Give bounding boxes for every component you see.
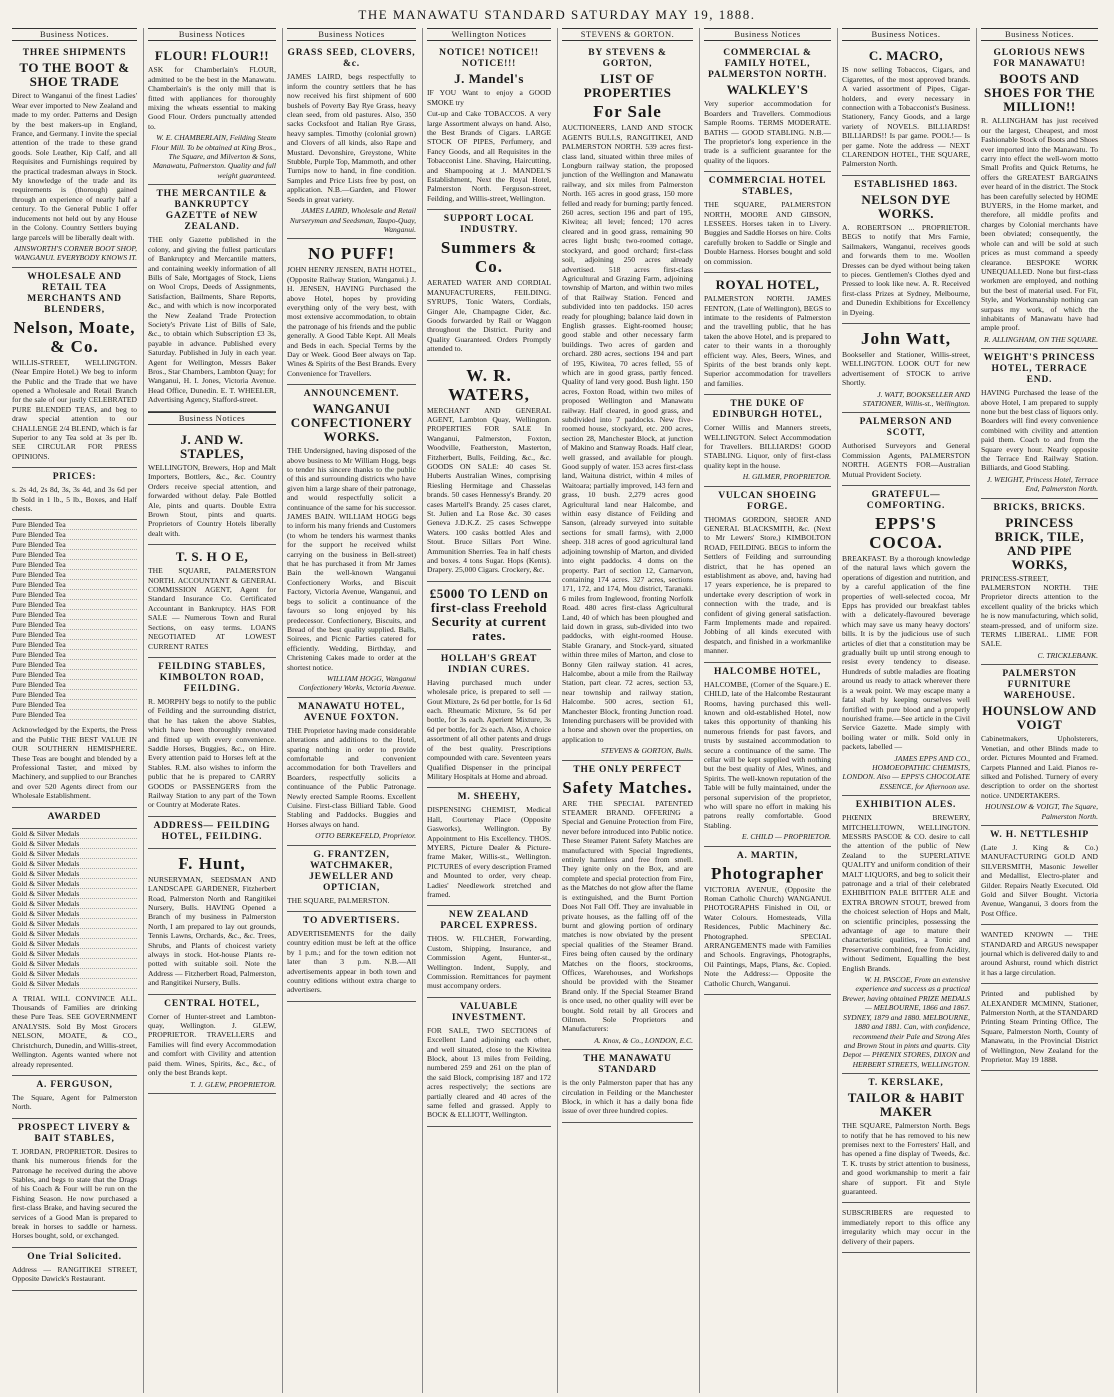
- ad-mid: GLORIOUS NEWS FOR MANAWATU!: [993, 48, 1086, 70]
- column-1: [8, 28, 141, 1393]
- ad-mid: COMMERCIAL & FAMILY HOTEL, PALMERSTON NORTH.: [707, 48, 827, 81]
- ad-mid: SUPPORT LOCAL INDUSTRY.: [443, 214, 535, 236]
- ad-mid: G. FRANTZEN, WATCHMAKER, JEWELLER AND OPTICIAN,: [309, 849, 394, 893]
- tea-text: Pure Blended Tea: [12, 560, 66, 570]
- ad-sig: WILLIAM HOGG, Wanganui Confectionery Works, Victoria Avenue.: [298, 673, 416, 693]
- ad-huge: EPPS'S COCOA.: [869, 514, 943, 552]
- ad-mid: A. MARTIN,: [736, 850, 799, 861]
- ad-mid: M. SHEEHY,: [457, 792, 521, 803]
- ad-mid: BRICKS, BRICKS.: [993, 502, 1086, 513]
- advertisement: [287, 239, 416, 385]
- medal-text: Gold & Silver Medals: [12, 868, 80, 878]
- ad-huge: Photographer: [710, 863, 825, 883]
- ad-body: Cabinetmakers, Upholsterers, Venetian, and other Blinds made to order. Pictures Mounted and Framed. Carpets Planned and Laid. Pianos re-silked and Polished. Turnery of every description to order on the shortest notice. UNDERTAKERS.: [981, 734, 1098, 800]
- tea-row: [12, 650, 137, 660]
- ad-huge: John Watt,: [861, 328, 951, 348]
- advertisement: [704, 44, 831, 172]
- advertisement: [842, 1203, 970, 1253]
- ad-huge: Nelson, Moate, & Co.: [13, 317, 136, 356]
- tea-row: [12, 670, 137, 680]
- column-2: [143, 28, 280, 1393]
- advertisement: [12, 989, 137, 1076]
- ad-body: ADVERTISEMENTS for the daily country edition must be left at the office by 1 p.m.; and for the town edition not later than 3 p.m. N.B.—All advertisements appear in both town and country editions without extra charge to advertisers.: [287, 929, 416, 995]
- advertisement: [12, 1248, 137, 1291]
- tea-row: [12, 630, 137, 640]
- tea-text: Pure Blended Tea: [12, 590, 66, 600]
- ad-sig: JAMES LAIRD, Wholesale and Retail Nurseryman and Seedsman, Taupo-Quay, Wanganui.: [289, 206, 416, 234]
- ad-sig: E. CHILD — PROPRIETOR.: [741, 832, 831, 842]
- ad-sig: HOUNSLOW & VOIGT, The Square, Palmerston North.: [985, 802, 1098, 821]
- medal-text: Gold & Silver Medals: [12, 948, 80, 958]
- ad-big: ROYAL HOTEL,: [715, 277, 820, 293]
- medal-row: [12, 969, 137, 979]
- medal-row: [12, 909, 137, 919]
- ad-mid: ESTABLISHED 1863.: [854, 179, 958, 190]
- medal-text: Gold & Silver Medals: [12, 858, 80, 868]
- advertisement: [12, 1076, 137, 1119]
- tea-text: Pure Blended Tea: [12, 540, 66, 550]
- advertisement: [12, 44, 137, 267]
- ad-big: TO THE BOOT & SHOE TRADE: [19, 60, 130, 90]
- medal-row: [12, 879, 137, 889]
- column-8: [976, 28, 1102, 1393]
- advertisement: [562, 761, 693, 1051]
- tea-text: Pure Blended Tea: [12, 670, 66, 680]
- advertisement: [842, 1074, 970, 1203]
- ad-body: AUCTIONEERS, LAND AND STOCK AGENTS BULLS, RANGITIKEI, AND PALMERSTON NORTH. 539 acres first-class land, situated within three miles of Longburn railway station, the proposed junction of the Wellington and Manawatu railway, and six miles from Palmerston North. 165 acres in good grass, 150 more felled and ready for burning; partly fenced. 260 acres, section 196 and part of 195, Kiwitea; all level; fenced; 170 acres cleared and in good grass, remaining 90 acres light bush; two-roomed cottage, stockyard, and good orchard; first-class soil, adjoining 250 acres already advertised. 518 acres first-class Agricultural and Grazing Farm, adjoining township of Marton, and within two miles of that Railway Station. Fenced and subdivided into ten paddocks. 150 acres ready for ploughing; balance laid down in English grasses. Eight-roomed house; good stable and other necessary farm buildings. Two acres of garden and orchard. 280 acres, sections 194 and part of 195, Kiwitea, 70 acres felled, 55 of which are in good grass, partly fenced. Quality of land very good. Bush light. 150 acres, Foxton Road, within two miles of proposed Wellington and Manawatu railway. Half cleared, in good grass, and subdivided into 7 paddocks. New five-roomed house, stockyard, etc. 200 acres, section 28, Manchester Block, at junction of Makino and Stanway Roads. Half clear, well grassed, and available for plough. Good supply of water. 153 acres first-class land, Waituna district, within 4 miles of Waitoara; partially improved, 143 fern and grass, 10 bush. 2,279 acres good Agricultural land near Halcombe, and within easy distance of Feilding and Sanson, (already surveyed into suitable sections for small farms), with 2,000 sheep. 318 acres of good agricultural land adjoining township of Marton, and divided into eight paddocks. 4 doms on the property. Part of section 12, Carnarvon, containing 174 acres. 327 acres, sections 171, 172, and 174, Mou district, Taranaki. 6 miles from Inglewood, fronting Norfolk Road. 480 acres first-class Agricultural Land, 40 of which has been ploughed and laid down in grass, sub-divided into two paddocks, with eight-roomed House. Stable Granary, and Stock-yard, situated within three miles of Marton, and close to Bonny Glen railway station. 41 acres, Halcombe, about a mile from the Railway Station, part clear. 72 acres, section 53, near township and railway station, Halcombe. 500 acres, section 61, Manchester Block, fronting Junction road. Intending purchasers will be provided with a horse and shown over the properties, on application to: [562, 123, 693, 744]
- advertisement: [427, 582, 551, 650]
- ad-body: WELLINGTON, Brewers, Hop and Malt Importers, Bottlers, &c., &c. Country Orders receive special attention, and forwarded without delay. Pale Bottled Ale, pints and quarts. Double Extra Brown Stout, pints and quarts. Proprietors of Country Hotels liberally dealt with.: [148, 463, 276, 538]
- ad-big: WANGANUI CONFECTIONERY WORKS.: [290, 401, 413, 445]
- ad-big: HOUNSLOW AND VOIGT: [982, 703, 1097, 733]
- advertisement: [842, 486, 970, 796]
- advertisement: [148, 185, 276, 411]
- ad-sig: C. TRICKLEBANK.: [1037, 650, 1098, 660]
- column-heading: Business Notices: [287, 28, 416, 41]
- medal-text: Gold & Silver Medals: [12, 878, 80, 888]
- ad-big: TAILOR & HABIT MAKER: [847, 1090, 965, 1120]
- medal-text: Gold & Silver Medals: [12, 828, 80, 838]
- tea-text: Pure Blended Tea: [12, 530, 66, 540]
- advertisement: [704, 172, 831, 273]
- ad-sig: R. ALLINGHAM, ON THE SQUARE.: [984, 334, 1098, 344]
- ad-big: NELSON DYE WORKS.: [861, 191, 951, 221]
- column-7: [837, 28, 974, 1393]
- ad-huge: Safety Matches.: [562, 777, 693, 797]
- advertisement: [287, 846, 416, 912]
- ad-body: A. ROBERTSON ... PROPRIETOR. BEGS to notify that Mrs Farnie, Sailmakers, Wanganui, receives goods and forwards them to me. Woollen Dresses can be dyed without being taken to pieces. Gentlemen's Clothes dyed and Pressed to look like new. A. R. Received first-class Prizes at Sydney, Melbourne, and Dunedin Exhibitions for Excellency in Dyeing.: [842, 222, 970, 317]
- column-heading: Business Notices.: [842, 28, 970, 41]
- advertisement: [148, 995, 276, 1094]
- ad-mid: TO ADVERTISERS.: [302, 916, 401, 927]
- advertisement: [12, 808, 137, 829]
- tea-text: Pure Blended Tea: [12, 620, 66, 630]
- ad-body: Corner of Hunter-street and Lambton-quay, Wellington. J. GLEW, PROPRIETOR. TRAVELLERS and Families will find every Accommodation and comfort with Civility and attention paid them. Wines, Spirits, &c., &c., of only the best Brands kept.: [148, 1011, 276, 1078]
- ad-sig: OTTO BERKEFELD, Proprietor.: [315, 831, 416, 841]
- tea-row: [12, 540, 137, 550]
- medal-text: Gold & Silver Medals: [12, 898, 80, 908]
- ad-huge: F. Hunt,: [178, 853, 246, 873]
- medal-text: Gold & Silver Medals: [12, 838, 80, 848]
- advertisement: [842, 324, 970, 413]
- ad-big: T. S. H O E,: [175, 549, 249, 565]
- tea-text: Pure Blended Tea: [12, 610, 66, 620]
- tea-row: [12, 520, 137, 530]
- medal-list: [12, 829, 137, 989]
- advertisement: [842, 796, 970, 1074]
- ad-mid: VULCAN SHOEING FORGE.: [718, 490, 817, 512]
- tea-row: [12, 590, 137, 600]
- medal-row: [12, 889, 137, 899]
- advertisement: [148, 545, 276, 658]
- ad-body: IS now selling Tobaccos, Cigars, and Cigarettes, of the most approved brands. A varied assortment of Pipes, Cigar-holders, and every necessary in connection with a Tobacconist's Business. Stationery, Fancy Goods, and a large variety of NOVELS. BILLIARDS! BILLIARDS!! Is par game. POOL!— Is per game. Note the address — NEXT CLARENDON HOTEL, THE SQUARE, Palmerston North.: [842, 65, 970, 169]
- ad-big: £5000 TO LEND on first-class Freehold Security at current rates.: [429, 585, 549, 643]
- ad-body: Bookseller and Stationer, Willis-street, WELLINGTON. LOOK OUT for new advertisement of STOCK to arrive Shortly.: [842, 349, 970, 388]
- medal-text: Gold & Silver Medals: [12, 938, 80, 948]
- ad-mid: PALMERSTON FURNITURE WAREHOUSE.: [1002, 669, 1077, 702]
- medal-text: Gold & Silver Medals: [12, 848, 80, 858]
- advertisement: [981, 925, 1098, 984]
- ad-body: THE Undersigned, having disposed of the above business to Mr William Hogg, begs to tender his sincere thanks to the public of this and surrounding districts who have given him a large share of their patronage, and would respectfully solicit a continuance of the same for his successor. JAMES BAIN. WILLIAM HOGG begs to inform his many friends and Customers (to whom he tenders his warmest thanks for the support he received whilst carrying on the business in Bell-street) that he has purchased it from Mr James Bain the well-known Wanganui Confectionery Works, and Biscuit Factory, Victoria Avenue, Wanganui, and begs to solicit a continuance of the favours so long enjoyed by his predecessor. Confectionery, Biscuits, and Bread of the best quality supplied. Balls, Soirees, and Picnic Parties catered for efficiently. Wedding, Birthday, and Christening Cakes made to order at the shortest notice.: [287, 446, 416, 672]
- ad-mid: GRASS SEED, CLOVERS, &c.: [287, 48, 416, 70]
- advertisement: [704, 395, 831, 486]
- medal-row: [12, 899, 137, 909]
- advertisement: [981, 665, 1098, 826]
- ad-mid: ADDRESS— FEILDING HOTEL, FEILDING.: [153, 820, 271, 842]
- medal-row: [12, 829, 137, 839]
- ad-body: SUBSCRIBERS are requested to immediately report to this office any irregularity which may occur in the delivery of their papers.: [842, 1208, 970, 1246]
- tea-text: Pure Blended Tea: [12, 710, 66, 720]
- tea-row: [12, 610, 137, 620]
- ad-body: MERCHANT AND GENERAL AGENT, Lambton Quay, Wellington. PROPERTIES FOR SALE In Wanganui, Palmerston, Foxton, Woodville, Featherston, Masterton, Fitzherbert, Bulls, Feilding, &c., &c. GOODS ON SALE: 40 cases St. Huberts Australian Wines, comprising Riesling Hermitage and Chasselas brands. 50 cases Hennessy's Brandy. 20 cases Martell's Brandy. 25 cases claret, St. Julien and La Rose &c. 30 cases Geneva J.D.K.Z. 25 cases Schweppe Waters. 100 casks bottled Ales and Stout. Bruce Sillars Port Wine. Ammunition Sherries. Tea in half chests and boxes. 4 tons Sugar. Hops (Kents). Drapery. 25,000 Cigars. Crockery, &c.: [427, 405, 551, 575]
- ad-body: Acknowledged by the Experts, the Press and the Public THE BEST VALUE IN OUR SOUTHERN HEMISPHERE. These Teas are bought and blended by a Professional Taster, and mixed by Machinery, and supplied to our Branches and over 520 Agents direct from our Wholesale Establishment.: [12, 725, 137, 801]
- ad-big: LIST OF PROPERTIES: [583, 71, 672, 101]
- tea-row: [12, 570, 137, 580]
- tea-text: Pure Blended Tea: [12, 680, 66, 690]
- tea-row: [12, 690, 137, 700]
- ad-body: JAMES LAIRD, begs respectfully to inform the country settlers that he has now received his first shipment of 600 bushels of Poverty Bay Rye Grass, heavy clean seed, from old pastures. Also, 350 sacks Cocksfoot and Italian Rye Grass, heavy samples. Timothy (colonial grown) and Clovers of all kinds, also Rape and Mustard. Devonshire, Greystone, White Stubble, Purple Top, Mammoth, and other Turnips now to hand, in fine condition. Samples and Price Lists free by post, on application. N.B.—Garden, and Flower Seeds in great variety.: [287, 72, 416, 204]
- ad-body2: Cut-up and Cake TOBACCOS. A very large Assortment always on hand. Also, the Best Brands of Cigars. LARGE STOCK OF PIPES, Perfumery, and Fancy Goods, and all Requisites in the Tobacconist Line. Shaving, Haircutting, and Shampooing at J. MANDEL'S Establishment, Next the Royal Hotel, Palmerston North. Ferguson-street, Feilding, and Willis-street, Wellington.: [427, 109, 551, 203]
- ad-body: THOMAS GORDON, SHOER AND GENERAL BLACKSMITH, &c. (Next to Mr Lewers' Store,) KIMBOLTON ROAD, FEILDING. BEGS to inform the Settlers of Feilding and surrounding district, that he has opened an establishment as above, and, having had 17 years experience, he is prepared to undertake every description of work in connection with the trade, and is confident of giving general satisfaction. Farm Implements made and repaired. Jobbing of all kinds executed with despatch, and finished in a workmanlike manner.: [704, 514, 831, 656]
- ad-body: HAVING Purchased the lease of the above Hotel, I am prepared to supply none but the best class of liquors only. Boarders will find every convenience combined with civility and attention paid them. Coach to and from the Square every hour. Nearly opposite the Terrace End Railway Station. Billiards, and Good Stabling.: [981, 388, 1098, 473]
- medal-text: Gold & Silver Medals: [12, 908, 80, 918]
- ad-body: WILLIS-STREET, WELLINGTON. (Near Empire Hotel.) We beg to inform the Public and the Trade that we have opened a Wholesale and Retail Branch for the sale of our justly CELEBRATED PURE BLENDED TEAS, and beg to draw special attention to our CHALLENGE 2/4 BLEND, which is far Superior to any Tea sold at 3s per lb. SEE CIRCULAR FOR PRESS OPINIONS.: [12, 357, 137, 461]
- ad-sig: J. WEIGHT, Princess Hotel, Terrace End, Palmerston North.: [986, 474, 1098, 494]
- advertisement: [981, 44, 1098, 349]
- advertisement: [704, 487, 831, 663]
- ad-body: Having purchased much under wholesale price, is prepared to sell — Gout Mixture, 2s 6d per bottle, for 1s 6d each. Rheumatic Mixture, 5s 6d per bottle, for 3s each. Aperient Mixture, 3s 6d per bottle, for 2s each. Also, A choice assortment of all other patents and drugs of the best quality. Prescriptions compounded with care. Seventeen years Qualified Dispenser in the principal Military Hospitals at Home and abroad.: [427, 677, 551, 781]
- ad-mid: NOTICE! NOTICE!! NOTICE!!!: [439, 48, 539, 70]
- column-heading: Business Notices.: [12, 28, 137, 41]
- tea-text: Pure Blended Tea: [12, 630, 66, 640]
- ad-mid: THREE SHIPMENTS: [22, 48, 127, 59]
- ad-body: THE SQUARE, PALMERSTON NORTH. ACCOUNTANT & GENERAL COMMISSION AGENT, Agent for Standard Insurance Co. Certificated Accountant in Bankruptcy. HAS FOR SALE — Numerous Town and Rural Sections, on easy terms. LOANS NEGOTIATED AT LOWEST CURRENT RATES: [148, 566, 276, 651]
- ad-body: ASK for Chamberlain's FLOUR, admitted to be the best in the Manawatu. Chamberlain's is the only mill that is fitted with appliances for thoroughly mixing the wheats essential to making Good Flour. Orders punctually attended to.: [148, 65, 276, 131]
- tea-row: [12, 620, 137, 630]
- advertisement: [427, 906, 551, 997]
- ad-mid: EXHIBITION ALES.: [855, 800, 957, 811]
- medal-row: [12, 979, 137, 989]
- ad-mid: MANAWATU HOTEL, AVENUE FOXTON.: [298, 701, 405, 723]
- ad-mid: THE MERCANTILE & BANKRUPTCY GAZETTE of NEW ZEALAND.: [156, 189, 268, 233]
- advertisement: [148, 849, 276, 995]
- ad-body: JOHN HENRY JENSEN, BATH HOTEL, (Opposite Railway Station, Wanganui.) J. H. JENSEN, HAVING Purchased the above Hotel, hopes by providing everything only of the very best, with most extensive accommodation, to obtain the patronage of his friends and the public generally. A Good Table Kept. All Meals and Beds in each. Special Terms by the Day or Week. Good Beer always on Tap. Wines & Spirits of the Best Brands. Every Convenience for Travellers.: [287, 265, 416, 378]
- ad-body: (Late J. King & Co.) MANUFACTURING GOLD AND SILVERSMITH, Masonic Jeweller and Medallist, Electro-plater and Gilder. Repairs Neatly Executed. Old Gold and Silver Bought. Victoria Avenue, Wanganui, 3 doors from the Post Office.: [981, 842, 1098, 918]
- tea-row: [12, 710, 137, 720]
- ad-mid: THE DUKE OF EDINBURGH HOTEL,: [712, 399, 823, 421]
- tea-row: [12, 550, 137, 560]
- ad-sig: W. H. PASCOE, From an extensive experience and success as a practical Brewer, having obtained PRIZE MEDALS — MELBOURNE, 1866 and 1867. SYDNEY, 1879 and 1880. MELBOURNE, 1880 and 1881. Can, with confidence, recommend their Pale and Strong Ales and Brown Stout in pints and quarts. City Depot — PHŒNIX STORES, DIXON and HERBERT STREETS, WELLINGTON.: [842, 975, 970, 1069]
- advertisement: [562, 44, 693, 760]
- advertisement: [981, 349, 1098, 498]
- ad-body: Authorised Surveyors and General Commission Agents, PALMERSTON NORTH. AGENTS FOR—Australian Mutual Provident Society.: [842, 441, 970, 479]
- medal-row: [12, 949, 137, 959]
- tea-row: [12, 560, 137, 570]
- medal-text: Gold & Silver Medals: [12, 978, 80, 988]
- ad-body: AERATED WATER AND CORDIAL MANUFACTURERS, FEILDING. SYRUPS, Tonic Waters, Cordials, Ginger Ale, Champagne Cider, &c. Goods forwarded by Rail or Waggon throughout the District. Purity and Quality Guaranteed. Orders Promptly attended to.: [427, 278, 551, 354]
- ad-body: T. JORDAN, PROPRIETOR. Desires to thank his numerous friends for the Patronage he received during the above Stables, and begs to state that the Drags of his Coach & Four will be run on the Fishing Season. He now purchased a first-class Brake, and having secured the services of a Good Man is prepared to break in horses to saddle or harness. Horses bought, sold, or exchanged.: [12, 1146, 137, 1241]
- ad-body: Direct to Wanganui of the finest Ladies' Wear ever imported to New Zealand and made to my order. Patterns and Design by the best makers-up in England, France, and Germany. I invite the special attention of the trade to these grand goods. Sole Leather, Kip Calf, and all Requisites and Furnishings required by the practical tradesman always in Stock. My knowledge of the trade and its requirements is (thorough) gained through an experience of nearly half a century. To the General Public I offer inducements not held out by any House in the Colony. Country Settlers buying large parcels will be liberally dealt with.: [12, 91, 137, 242]
- ad-mid: One Trial Solicited.: [27, 1251, 122, 1262]
- ad-body: THE SQUARE, Palmerston North. Begs to notify that he has removed to his new premises next to the Forresters' Hall, and has opened a fine display of Tweeds, &c. T. K. trusts by strict attention to business, and good workmanship to merit a fair share of support. Fit and Style guaranteed.: [842, 1121, 970, 1196]
- tea-row: [12, 680, 137, 690]
- ad-mid: W. H. NETTLESHIP: [989, 829, 1090, 840]
- ad-body: THE Proprietor having made considerable alterations and additions to the Hotel, sparing nothing in order to provide comfortable and convenient accommodation for both Travellers and Boarders, respectfully solicits a continuance of the Public Patronage. Newly erected Sample Rooms. Excellent Cuisine. First-class Billiard Table. Good Stabling and Paddocks. Buggies and Horses always on hand.: [287, 725, 416, 829]
- medal-row: [12, 869, 137, 879]
- advertisement: [148, 428, 276, 545]
- ad-mid: PALMERSON AND SCOTT,: [859, 417, 953, 439]
- ad-big: J. Mandel's: [454, 71, 524, 87]
- medal-row: [12, 849, 137, 859]
- columns: [8, 28, 1106, 1393]
- ad-sig: JAMES EPPS AND CO., HOMOEOPATHIC CHEMISTS, LONDON. Also — EPPS'S CHOCOLATE ESSENCE, for Afternoon use.: [842, 753, 970, 791]
- ad-big: PRINCESS BRICK, TILE, AND PIPE WORKS,: [994, 514, 1085, 572]
- ad-body: ARE THE SPECIAL PATENTED STEAMER BRAND. OFFERING a Special and Genuine Protection from Fire, never before introduced into Public notice. These Steamer Patent Safety Matches are manufactured with Special Ingredients, entirely harmless and free from smell. They ignite only on the Box, and are complete and special protection from Fire, as the Matches do not glow after the flame is extinguished, and the Burnt Portion Does Not Fall Off. They are invaluable in private houses, as the falling off of the burnt and glowing portion of ordinary matches is now obviated by the present special qualities of the Steamer Brand. Fires being often caused by the ordinary Matches on the floors, stockrooms, Offices, Warehouses, and Workshops should be provided with the Steamer Brand only. If the Special Steamer Brand is once used, no other quality will ever be bought. Sold retail by all Grocers and Oilmen. Sole Proprietors and Manufacturers:: [562, 798, 693, 1034]
- advertisement: [427, 361, 551, 582]
- ad-body: A TRIAL WILL CONVINCE ALL. Thousands of Families are drinking these Pure Teas. SEE GOVERNMENT ANALYSIS. Sold By Most Grocers NELSON, MOATE, & CO., Christchurch, Dunedin, and Willis-street, Wellington. Agents wanted where not already represented.: [12, 993, 137, 1069]
- tea-row: [12, 700, 137, 710]
- ad-body: IF YOU Want to enjoy a GOOD SMOKE try: [427, 88, 551, 107]
- ad-mid: A. FERGUSON,: [36, 1079, 113, 1090]
- ad-huge: NO PUFF!: [308, 244, 395, 264]
- ad-body: Printed and published by ALEXANDER MCMINN, Stationer, Palmerston North, at the STANDARD Printing Steam Printing Office, The Square, Palmerston North, County of Manawatu, in the Provincial District of Wellington, New Zealand for the Proprietor. May 19 1888.: [981, 989, 1098, 1065]
- ad-huge: Summers & Co.: [440, 238, 538, 277]
- ad-mid: PRICES:: [52, 472, 97, 483]
- medal-text: Gold & Silver Medals: [12, 928, 80, 938]
- advertisement: [427, 650, 551, 788]
- ad-body: PHŒNIX BREWERY, MITCHELLTOWN, WELLINGTON. MESSRS PASCOE & CO. desire to call the attention of the public of New Zealand to the SUPERLATIVE QUALITY and uniform condition of their MALT LIQUORS, and beg to solicit their patronage and a trial of their celebrated EXHIBITION PALE BITTER ALE and EXTRA BROWN STOUT, brewed from the choicest selection of Hops and Malt, on scientific principles, possessing the advantage of age to mature their characteristic qualities, a Tonic and Preservative combined, free from Acidity, without Sediment, Equalling the best English Brands.: [842, 813, 970, 973]
- column-heading: STEVENS & GORTON.: [562, 28, 693, 41]
- column-3: [282, 28, 420, 1393]
- tea-list: [12, 520, 137, 720]
- ad-mid: HOLLAH'S GREAT INDIAN CURES.: [440, 653, 538, 675]
- tea-text: Pure Blended Tea: [12, 600, 66, 610]
- ad-body: R. ALLINGHAM has just received our the largest, Cheapest, and most Fashionable Stock of Boots and Shoes ever imported into the Manawatu. To carry into effect the well-worn motto Small Profits and Quick Returns, he offers the GREATEST BARGAINS ever heard of in the district. The Stock has been carefully selected by HOME BUYERS, in the Home market, and therefore, all middle profits and charges by Colonial merchants have been obviated; consequently, the whole can and will be sold at such prices as must command a speedy clearance. BESPOKE WORK UNEQUALLED. None but first-class workmen are employed, and nothing but the best of material used. For Fit, Style, and Workmanship nothing can surpass my work, of which the inhabitants of Manawatu have had ample proof.: [981, 116, 1098, 333]
- ad-body: R. MORPHY begs to notify to the public of Feilding and the surrounding district, that he has taken the above Stables, which have been thoroughly renovated and fitted up with every convenience. Saddle Horses, Buggies, &c., on Hire. Every attention paid to Horses left at the Stables. R.M. also wishes to inform the public that he is prepared to CARRY GOODS or PASSENGERS from the Railway Station to any part of the Town or Country at Moderate Rates.: [148, 696, 276, 810]
- ad-mid: THE ONLY PERFECT: [573, 764, 682, 775]
- medal-row: [12, 839, 137, 849]
- advertisement: [704, 663, 831, 847]
- ad-mid: ANNOUNCEMENT.: [303, 389, 400, 400]
- advertisement: [12, 468, 137, 520]
- ad-body: PRINCESS-STREET, PALMERSTON NORTH. THE Proprietor directs attention to the excellent quality of the bricks which he is now manufacturing, which solid, steam-pressed, and of uniform size. TERMS LIBERAL. LIME FOR SALE.: [981, 573, 1098, 649]
- advertisement: [842, 176, 970, 324]
- column-4: [422, 28, 555, 1393]
- tea-text: Pure Blended Tea: [12, 640, 66, 650]
- ad-body: THE SQUARE, PALMERSTON NORTH, MOORE AND GIBSON, LESSEES. Horses taken in to Livery. Buggies and Saddle Horses on hire. Colts carefully broken to Saddle or Single and Double Harness. Horses bought and sold on commission.: [704, 200, 831, 266]
- ad-body: s. 2s 4d, 2s 8d, 3s, 3s 4d, and 3s 6d per lb Sold in 1 lb., 5 lb., Boxes, and Half chests.: [12, 485, 137, 513]
- ad-big: WALKLEY'S: [726, 82, 809, 98]
- tea-text: Pure Blended Tea: [12, 660, 66, 670]
- ad-huge: W. R. WATERS,: [448, 365, 530, 404]
- advertisement: [842, 44, 970, 175]
- advertisement: [12, 1119, 137, 1248]
- advertisement: [981, 984, 1098, 1071]
- tea-row: [12, 640, 137, 650]
- ad-big: J. AND W. STAPLES,: [179, 432, 245, 461]
- ad-sig: T. J. GLEW, PROPRIETOR.: [190, 1079, 276, 1089]
- ad-mid: WHOLESALE AND RETAIL TEA MERCHANTS AND BLENDERS,: [27, 271, 122, 315]
- ad-body: PALMERSTON NORTH. JAMES FENTON, (Late of Wellington), BEGS to intimate to the residents of Palmerston and the travelling public, that he has taken the above Hotel, and is prepared to cater to their wants in a thoroughly efficient way. Ales, Beers, Wines, and Spirits of the best brands only kept. Superior accommodation for travellers and families.: [704, 294, 831, 388]
- ad-sig: STEVENS & GORTON, Bulls.: [600, 746, 693, 756]
- advertisement: [287, 44, 416, 239]
- ad-mid: T. KERSLAKE,: [868, 1078, 944, 1089]
- ad-mid: NEW ZEALAND PARCEL EXPRESS.: [440, 910, 538, 932]
- tea-row: [12, 660, 137, 670]
- tea-text: Pure Blended Tea: [12, 650, 66, 660]
- ad-mid: BY STEVENS & GORTON,: [588, 48, 667, 70]
- medal-row: [12, 959, 137, 969]
- advertisement: [427, 788, 551, 906]
- ad-mid: THE MANAWATU STANDARD: [583, 1054, 672, 1076]
- advertisement: [981, 826, 1098, 925]
- advertisement: [842, 413, 970, 486]
- ad-body: HALCOMBE, (Corner of the Square.) E. CHILD, late of the Halcombe Restaurant Rooms, having purchased this well-known and old-established Hotel, now takes this opportunity of thanking his numerous friends for past favors, and trusts by sustained accommodation to secure a continuance of the same. The cellar will be kept supplied with nothing but the best quality of Ales, Wines, and Spirits. The well-known reputation of the Table will be fully maintained, under the personal supervision of the proprietor, who will spare no effort in making his patrons really comfortable. Good Stabling.: [704, 679, 831, 830]
- tea-text: Pure Blended Tea: [12, 520, 66, 530]
- tea-text: Pure Blended Tea: [12, 690, 66, 700]
- column-subheading: Business Notices: [148, 412, 276, 425]
- ad-big: FLOUR! FLOUR!!: [154, 48, 270, 64]
- ad-body: BREAKFAST. By a thorough knowledge of the natural laws which govern the operations of digestion and nutrition, and by a careful application of the fine properties of well-selected cocoa, Mr Epps has provided our breakfast tables with a delicately-flavoured beverage which may save us many heavy doctors' bills. It is by the judicious use of such articles of diet that a constitution may be gradually built up until strong enough to resist every tendency to disease. Hundreds of subtle maladies are floating around us ready to attack wherever there is a weak point. We may escape many a fatal shaft by keeping ourselves well fortified with pure blood and a properly nourished frame.—See article in the Civil Service Gazette. Made simply with boiling water or milk. Sold only in packets, labelled —: [842, 554, 970, 752]
- ad-sig: H. GILMER, PROPRIETOR.: [742, 472, 831, 482]
- tea-text: Pure Blended Tea: [12, 550, 66, 560]
- ad-mid: AWARDED: [47, 811, 102, 822]
- ad-body: Corner Willis and Manners streets, WELLINGTON. Select Accommodation for Travellers. BILLIARDS! GOOD STABLING. Liquor, only of first-class quality kept in the house.: [704, 423, 831, 470]
- ad-big: BOOTS AND SHOES FOR THE MILLION!!: [983, 71, 1095, 115]
- ad-body: Very superior accommodation for Boarders and Travellers. Commodious Sample Rooms. TERMS MODERATE. BATHS — GOOD STABLING. N.B.—The proprietor's long experience in the trade is a sufficient guarantee for the quality of the liquors.: [704, 99, 831, 165]
- column-6: [699, 28, 835, 1393]
- ad-body: THE only Gazette published in the colony, and giving the fullest particulars of Bankruptcy and Mercantile matters, and containing weekly information of all Bills of Sale, Mortgages of Stock, Liens on Wool Crops, Deeds of Assignments, Satisfaction, Bailments, Share Reports, &c., and with which is now incorporated the New Zealand Trade Protection Society's Private List of Bills of Sale, &c., to obtain which Subscription £3 3s, payable in advance. Published every Saturday. Published in July in each year. Agent for Wellington, Messrs Baker Bros., Star Chambers, Lambton Quay; for Wanganui, H. I. Jones, Victoria Avenue. Head Office, Dunedin. E. T. WHEELER, Advertising Agency, Stafford-street.: [148, 235, 276, 405]
- tea-text: Pure Blended Tea: [12, 570, 66, 580]
- medal-text: Gold & Silver Medals: [12, 968, 80, 978]
- advertisement: [427, 210, 551, 360]
- advertisement: [427, 44, 551, 210]
- ad-mid: GRATEFUL—COMFORTING.: [866, 490, 946, 511]
- advertisement: [12, 720, 137, 807]
- advertisement: [12, 268, 137, 468]
- ad-mid: PROSPECT LIVERY & BAIT STABLES,: [17, 1122, 132, 1144]
- ad-huge: For Sale: [593, 102, 662, 122]
- tea-row: [12, 530, 137, 540]
- ad-body: NURSERYMAN, SEEDSMAN AND LANDSCAPE GARDENER, Fitzherbert Road, Palmerston North and Rangitikei Nursery, Bulls. HAVING Opened a Branch of my business in Palmerston North, I am prepared to lay out grounds, Tennis Lawns, Orchards, &c., &c. Trees, Shrubs, and Plants of choicest variety always in stock. Hot-house Plants re-potted with suitable soil. Note the Address — Fitzherbert Road, Palmerston, and Rangitikei Nursery, Bulls.: [148, 874, 276, 988]
- advertisement: [981, 499, 1098, 666]
- advertisement: [287, 698, 416, 846]
- ad-big: C. MACRO,: [868, 48, 944, 64]
- advertisement: [148, 44, 276, 185]
- medal-text: Gold & Silver Medals: [12, 888, 80, 898]
- ad-body: FOR SALE, TWO SECTIONS of Excellent Land adjoining each other, and well situated, close to the Kiwitea Block, about 13 miles from Feilding, numbered 259 and 261 on the plan of the said Block, comprising 187 and 172 acres respectively; the sections are partially cleared and 40 acres of the same felled and grassed. Apply to BOCK & ELLIOTT, Wellington.: [427, 1025, 551, 1120]
- medal-row: [12, 859, 137, 869]
- ad-sig: W. E. CHAMBERLAIN, Feilding Steam Flour Mill. To be obtained at King Bros., The Square, and Milverton & Sons, Manawatu, Palmerston. Quality and full weight guaranteed.: [151, 133, 276, 180]
- ad-body: Address — RANGITIKEI STREET, Opposite Dawick's Restaurant.: [12, 1264, 137, 1284]
- ad-body: VICTORIA AVENUE, (Opposite the Roman Catholic Church) WANGANUI. PHOTOGRAPHS Finished in Oil, or Water Colours. Homesteads, Villa Residences, Public Machinery &c. Photographed. SPECIAL ARRANGEMENTS made with Families and Schools. Engravings, Photographs, Oil Paintings, Maps, Plans, &c. Copied. Note the Address:— Opposite the Catholic Church, Wanganui.: [704, 884, 831, 988]
- advertisement: [287, 385, 416, 698]
- ad-body: THOS. W. FILCHER, Forwarding, Custom, Shipping, Insurance, and Commission Agent, Hunter-st., Wellington. Indent, Supply, and Commission. Remittances for payment must accompany orders.: [427, 934, 551, 991]
- ad-sig: AINSWORTH'S CORNER BOOT SHOP, WANGANUI. EVERYBODY KNOWS IT.: [14, 243, 137, 263]
- advertisement: [562, 1050, 693, 1123]
- ad-mid: CENTRAL HOTEL,: [164, 998, 260, 1009]
- ad-mid: WEIGHT'S PRINCESS HOTEL, TERRACE END.: [983, 353, 1096, 386]
- column-heading: Wellington Notices: [427, 28, 551, 41]
- tea-row: [12, 580, 137, 590]
- advertisement: [704, 847, 831, 995]
- ad-mid: FEILDING STABLES, KIMBOLTON ROAD, FEILDING.: [158, 661, 266, 694]
- ad-sig: J. WATT, BOOKSELLER AND STATIONER, Willis-st., Wellington.: [862, 389, 970, 408]
- medal-text: Gold & Silver Medals: [12, 918, 80, 928]
- ad-body: DISPENSING CHEMIST, Medical Hall, Courtenay Place (Opposite Gasworks), Wellington. By Appointment to His Excellency. THOS. MYERS, Picture Dealer & Picture-frame Maker, Willis-st., Wellington. PICTURES of every description Framed and Mounted to order, very cheap. Ladies' Needlework stretched and framed.: [427, 805, 551, 899]
- ad-body: WANTED KNOWN — THE STANDARD and ARGUS newspaper journal which is delivered daily to and around Ashurst, round which district it has a large circulation.: [981, 930, 1098, 977]
- ad-body: The Square, Agent for Palmerston North.: [12, 1092, 137, 1112]
- advertisement: [427, 998, 551, 1127]
- medal-row: [12, 929, 137, 939]
- medal-row: [12, 919, 137, 929]
- ad-mid: HALCOMBE HOTEL,: [713, 666, 821, 677]
- column-heading: Business Notices: [704, 28, 831, 41]
- ad-sig: A. Knox, & Co., LONDON, E.C.: [594, 1035, 693, 1045]
- column-5: [557, 28, 697, 1393]
- advertisement: [148, 658, 276, 817]
- medal-text: Gold & Silver Medals: [12, 958, 80, 968]
- tea-text: Pure Blended Tea: [12, 700, 66, 710]
- ad-body: THE SQUARE, PALMERSTON.: [287, 895, 390, 905]
- ad-mid: VALUABLE INVESTMENT.: [451, 1001, 527, 1023]
- tea-row: [12, 600, 137, 610]
- medal-row: [12, 939, 137, 949]
- advertisement: [704, 273, 831, 395]
- column-heading: Business Notices.: [981, 28, 1098, 41]
- advertisement: [287, 912, 416, 1002]
- column-heading: Business Notices: [148, 28, 276, 41]
- ad-body: is the only Palmerston paper that has any circulation in Feilding or the Manchester Block, in which it has a daily bona fide issue of over three hundred copies.: [562, 1078, 693, 1116]
- masthead: THE MANAWATU STANDARD SATURDAY MAY 19, 1888.: [358, 7, 756, 22]
- advertisement: [148, 817, 276, 849]
- tea-text: Pure Blended Tea: [12, 580, 66, 590]
- ad-mid: COMMERCIAL HOTEL STABLES,: [708, 176, 827, 198]
